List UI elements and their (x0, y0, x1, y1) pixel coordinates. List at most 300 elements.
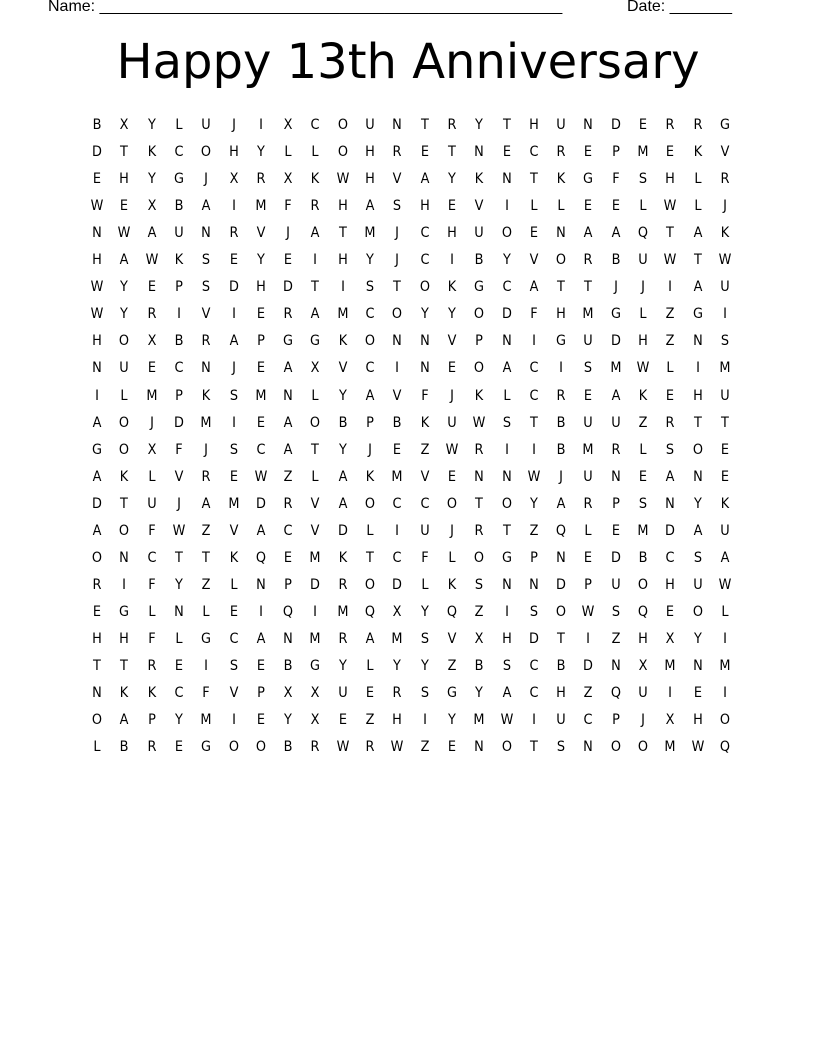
grid-letter: A (147, 225, 156, 242)
grid-letter: O (446, 495, 457, 512)
grid-letter: H (119, 630, 130, 647)
grid-letter: Q (637, 603, 649, 620)
grid-letter: L (366, 522, 374, 539)
grid-letter: I (722, 306, 727, 323)
grid-letter: M (309, 630, 321, 647)
grid-letter: X (665, 712, 675, 729)
grid-letter: S (584, 360, 593, 377)
grid-letter: V (229, 685, 238, 702)
grid-letter: U (720, 279, 730, 296)
grid-letter: U (720, 522, 730, 539)
grid-letter: V (420, 468, 429, 485)
grid-letter: I (722, 630, 727, 647)
grid-letter: W (90, 198, 104, 215)
grid-letter: E (229, 468, 238, 485)
grid-letter: N (583, 117, 594, 133)
grid-letter: A (283, 441, 293, 458)
grid-letter: E (229, 603, 238, 620)
grid-letter: O (337, 144, 348, 161)
grid-letter: S (420, 685, 429, 702)
grid-letter: A (283, 360, 293, 377)
grid-letter: O (637, 576, 649, 593)
grid-letter: H (419, 198, 430, 215)
grid-letter: C (229, 630, 238, 647)
grid-letter: Y (147, 117, 156, 133)
grid-letter: M (391, 630, 403, 647)
grid-letter: L (639, 441, 647, 458)
grid-letter: X (147, 441, 157, 458)
grid-letter: L (421, 576, 429, 593)
grid-letter: S (638, 171, 648, 188)
grid-letter: P (284, 576, 292, 593)
grid-letter: L (584, 522, 592, 539)
grid-letter: Y (120, 279, 129, 296)
grid-letter: Z (365, 712, 375, 729)
grid-letter: V (229, 522, 238, 539)
grid-letter: J (449, 522, 454, 539)
grid-letter: M (391, 468, 403, 485)
grid-letter: M (227, 495, 240, 512)
grid-letter: W (336, 739, 350, 756)
grid-letter: X (474, 630, 484, 647)
grid-letter: I (422, 712, 427, 729)
grid-letter: L (148, 603, 156, 620)
grid-letter: M (337, 603, 349, 620)
grid-letter: V (310, 522, 320, 539)
grid-letter: X (392, 603, 402, 620)
grid-letter: I (586, 630, 591, 647)
grid-letter: E (720, 441, 729, 458)
grid-letter: Q (283, 603, 294, 620)
grid-letter: A (693, 279, 702, 296)
grid-letter: M (664, 739, 676, 756)
grid-letter: R (147, 306, 157, 323)
grid-letter: E (256, 306, 265, 323)
grid-letter: D (92, 495, 102, 512)
grid-letter: W (472, 414, 486, 431)
grid-letter: B (92, 117, 102, 133)
grid-letter: E (666, 603, 675, 620)
grid-letter: N (92, 360, 102, 377)
grid-letter: G (173, 171, 184, 188)
grid-letter: R (229, 225, 238, 242)
grid-letter: Y (475, 117, 484, 133)
grid-letter: A (201, 495, 211, 512)
grid-letter: L (639, 306, 647, 323)
grid-letter: K (365, 468, 375, 485)
grid-letter: P (584, 576, 593, 593)
grid-letter: S (229, 441, 238, 458)
grid-letter: I (668, 685, 673, 702)
grid-letter: A (365, 630, 375, 647)
grid-letter: M (582, 306, 594, 323)
grid-letter: Y (693, 495, 702, 512)
grid-letter: C (529, 144, 539, 161)
grid-letter: K (174, 252, 184, 269)
grid-letter: F (420, 549, 429, 566)
grid-letter: B (283, 658, 293, 674)
grid-letter: E (256, 414, 265, 431)
grid-letter: C (365, 306, 375, 323)
grid-letter: V (529, 252, 539, 269)
grid-letter: D (310, 576, 321, 593)
grid-letter: M (146, 387, 158, 404)
grid-letter: E (584, 198, 593, 215)
grid-letter: I (395, 522, 400, 539)
grid-letter: T (311, 441, 320, 458)
grid-letter: L (694, 171, 702, 188)
grid-letter: V (474, 198, 484, 215)
grid-letter: G (719, 117, 730, 133)
grid-letter: X (310, 685, 320, 702)
grid-letter: U (556, 712, 566, 729)
grid-letter: Y (174, 576, 183, 593)
grid-letter: W (117, 225, 131, 242)
grid-letter: N (610, 468, 621, 485)
grid-letter: R (556, 387, 566, 404)
grid-letter: X (147, 198, 157, 215)
grid-letter: D (556, 576, 567, 593)
grid-letter: T (366, 549, 374, 566)
grid-letter: M (200, 414, 212, 431)
grid-letter: R (283, 495, 293, 512)
grid-letter: R (256, 171, 266, 188)
grid-letter: F (147, 576, 156, 593)
grid-letter: O (119, 333, 130, 350)
grid-letter: N (501, 576, 512, 593)
grid-letter: A (283, 414, 293, 431)
grid-letter: Y (693, 630, 702, 647)
grid-letter: V (338, 360, 348, 377)
grid-letter: Y (284, 712, 293, 729)
grid-letter: Q (446, 603, 457, 620)
grid-letter: W (527, 468, 541, 485)
grid-letter: C (529, 685, 539, 702)
grid-letter: R (365, 739, 375, 756)
grid-letter: R (201, 333, 211, 350)
grid-letter: N (283, 630, 293, 647)
grid-letter: O (474, 360, 485, 377)
grid-letter: E (611, 198, 620, 215)
grid-letter: H (92, 333, 102, 350)
grid-letter: L (311, 144, 319, 161)
grid-letter: H (92, 252, 102, 269)
grid-letter: N (501, 171, 512, 188)
grid-letter: F (147, 630, 156, 647)
grid-letter: J (395, 225, 400, 242)
grid-letter: M (200, 712, 212, 729)
grid-letter: L (639, 198, 647, 215)
grid-letter: D (173, 414, 184, 431)
grid-letter: K (120, 468, 129, 485)
grid-letter: Y (420, 603, 429, 620)
grid-letter: L (175, 630, 183, 647)
grid-letter: S (393, 198, 402, 215)
grid-letter: Z (420, 739, 430, 756)
grid-letter: Y (420, 658, 429, 674)
grid-letter: M (637, 144, 649, 161)
grid-letter: L (175, 117, 183, 133)
grid-letter: K (447, 576, 457, 593)
grid-letter: N (283, 387, 293, 404)
grid-letter: X (638, 658, 648, 674)
grid-letter: O (719, 712, 730, 729)
grid-letter: T (393, 279, 402, 296)
grid-letter: E (447, 739, 456, 756)
grid-letter: Z (420, 441, 430, 458)
grid-letter: S (529, 603, 538, 620)
grid-letter: O (501, 495, 512, 512)
grid-letter: C (174, 144, 184, 161)
grid-letter: H (638, 333, 648, 350)
grid-letter: R (693, 117, 703, 133)
grid-letter: I (231, 198, 236, 215)
grid-letter: X (229, 171, 238, 188)
grid-letter: Y (174, 712, 183, 729)
grid-letter: E (666, 387, 675, 404)
grid-letter: J (613, 279, 618, 296)
grid-letter: C (583, 712, 593, 729)
grid-letter: A (201, 198, 211, 215)
grid-letter: D (610, 549, 621, 566)
grid-letter: X (283, 171, 293, 188)
grid-letter: J (641, 279, 645, 296)
grid-letter: S (556, 739, 566, 756)
grid-letter: K (201, 387, 211, 404)
grid-letter: K (720, 495, 730, 512)
grid-letter: O (91, 549, 103, 566)
grid-letter: I (695, 360, 700, 377)
grid-letter: N (692, 333, 703, 350)
grid-letter: R (474, 441, 484, 458)
grid-letter: E (584, 144, 593, 161)
grid-letter: B (556, 658, 566, 674)
grid-letter: S (720, 333, 729, 350)
grid-letter: Q (556, 522, 567, 539)
grid-letter: B (638, 549, 648, 566)
grid-letter: J (231, 360, 236, 377)
grid-letter: S (202, 279, 211, 296)
grid-letter: G (583, 171, 594, 188)
grid-letter: I (95, 387, 99, 404)
grid-letter: I (231, 712, 236, 729)
grid-letter: U (610, 576, 621, 593)
grid-letter: T (202, 549, 211, 566)
grid-letter: N (692, 468, 703, 485)
grid-letter: K (120, 685, 129, 702)
grid-letter: A (338, 495, 348, 512)
grid-letter: T (720, 414, 729, 431)
name-field-label: Name: ____________________________________________________ (48, 0, 563, 15)
grid-letter: I (340, 279, 345, 296)
grid-letter: H (501, 630, 512, 647)
grid-letter: G (201, 739, 212, 756)
grid-letter: G (310, 658, 321, 674)
grid-letter: I (531, 333, 536, 350)
grid-letter: P (611, 144, 620, 161)
grid-letter: E (284, 252, 293, 269)
grid-letter: L (202, 603, 210, 620)
grid-letter: M (610, 360, 622, 377)
grid-letter: S (420, 630, 429, 647)
grid-letter: R (556, 144, 566, 161)
grid-letter: Z (201, 522, 211, 539)
grid-letter: G (119, 603, 130, 620)
grid-letter: R (665, 414, 675, 431)
grid-letter: R (310, 739, 320, 756)
grid-letter: A (365, 387, 375, 404)
grid-letter: E (229, 252, 238, 269)
grid-letter: E (147, 279, 156, 296)
grid-letter: L (502, 387, 511, 404)
grid-letter: C (529, 658, 539, 674)
grid-letter: B (392, 414, 402, 431)
grid-letter: R (310, 198, 320, 215)
grid-letter: X (310, 360, 320, 377)
grid-letter: W (254, 468, 268, 485)
grid-letter: K (311, 171, 320, 188)
grid-letter: N (692, 658, 703, 674)
grid-letter: N (392, 333, 403, 350)
grid-letter: V (201, 306, 211, 323)
grid-letter: H (556, 306, 566, 323)
grid-letter: O (419, 279, 430, 296)
grid-letter: R (147, 739, 157, 756)
grid-letter: E (147, 360, 156, 377)
grid-letter: G (556, 333, 567, 350)
grid-letter: I (395, 360, 400, 377)
grid-letter: E (174, 739, 183, 756)
grid-letter: T (420, 117, 429, 133)
grid-letter: A (338, 468, 348, 485)
grid-letter: E (92, 171, 102, 188)
grid-letter: S (611, 603, 620, 620)
grid-letter: K (693, 144, 702, 161)
grid-letter: Y (475, 685, 484, 702)
grid-letter: J (286, 225, 290, 242)
grid-letter: O (228, 739, 239, 756)
grid-letter: A (611, 387, 621, 404)
grid-letter: W (390, 739, 404, 756)
grid-letter: N (556, 225, 566, 242)
grid-letter: T (311, 279, 320, 296)
grid-letter: N (665, 495, 676, 512)
grid-letter: L (120, 387, 128, 404)
grid-letter: H (665, 576, 676, 593)
grid-letter: T (584, 279, 593, 296)
grid-letter: M (637, 522, 649, 539)
grid-letter: C (147, 549, 157, 566)
grid-letter: L (311, 468, 319, 485)
grid-letter: A (556, 495, 566, 512)
grid-letter: E (666, 144, 675, 161)
grid-letter: E (720, 468, 729, 485)
grid-letter: N (174, 603, 184, 620)
grid-letter: O (637, 739, 649, 756)
grid-letter: Z (583, 685, 593, 702)
grid-letter: I (258, 603, 263, 620)
grid-letter: B (338, 414, 348, 431)
grid-letter: O (364, 333, 376, 350)
grid-letter: R (583, 495, 593, 512)
grid-letter: J (449, 387, 454, 404)
grid-letter: R (392, 685, 402, 702)
grid-letter: R (338, 630, 348, 647)
grid-letter: V (392, 387, 402, 404)
page-title: Happy 13th Anniversary (116, 34, 700, 90)
grid-letter: C (256, 441, 266, 458)
grid-letter: Z (611, 630, 621, 647)
grid-letter: T (338, 225, 347, 242)
grid-letter: Y (256, 252, 265, 269)
grid-letter: N (556, 549, 566, 566)
grid-letter: A (92, 468, 102, 485)
grid-letter: G (610, 306, 621, 323)
grid-letter: I (176, 306, 181, 323)
grid-letter: Y (256, 144, 265, 161)
grid-letter: A (256, 522, 266, 539)
grid-letter: O (255, 739, 266, 756)
grid-letter: N (474, 144, 485, 161)
grid-letter: Z (201, 576, 211, 593)
grid-letter: G (474, 279, 485, 296)
grid-letter: C (174, 360, 184, 377)
grid-letter: E (256, 658, 265, 674)
grid-letter: Y (447, 712, 456, 729)
grid-letter: V (310, 495, 320, 512)
grid-letter: C (665, 549, 675, 566)
grid-letter: G (692, 306, 703, 323)
grid-letter: I (204, 658, 209, 674)
grid-letter: U (556, 117, 566, 133)
grid-letter: P (366, 414, 374, 431)
grid-letter: E (584, 387, 593, 404)
grid-letter: O (310, 414, 321, 431)
grid-letter: C (420, 252, 430, 269)
grid-letter: D (610, 333, 621, 350)
grid-letter: I (531, 712, 536, 729)
grid-letter: J (559, 468, 563, 485)
grid-letter: J (149, 414, 154, 431)
grid-letter: N (501, 468, 512, 485)
grid-letter: Y (447, 171, 456, 188)
grid-letter: H (92, 630, 102, 647)
grid-letter: D (255, 495, 266, 512)
grid-letter: U (720, 387, 730, 404)
grid-letter: K (147, 144, 156, 161)
grid-letter: U (174, 225, 184, 242)
grid-letter: S (229, 387, 238, 404)
grid-letter: W (718, 576, 732, 593)
grid-letter: X (665, 630, 675, 647)
grid-letter: A (92, 522, 102, 539)
grid-letter: R (92, 576, 102, 593)
grid-letter: K (720, 225, 730, 242)
grid-letter: H (119, 171, 130, 188)
grid-letter: O (610, 739, 621, 756)
grid-letter: M (309, 549, 321, 566)
grid-letter: N (474, 739, 485, 756)
grid-letter: I (722, 685, 727, 702)
grid-letter: V (392, 171, 402, 188)
grid-letter: B (474, 658, 484, 674)
grid-letter: A (502, 685, 511, 702)
grid-letter: K (474, 171, 484, 188)
grid-letter: S (638, 495, 648, 512)
grid-letter: O (364, 495, 376, 512)
grid-letter: D (501, 306, 512, 323)
grid-letter: L (284, 144, 292, 161)
